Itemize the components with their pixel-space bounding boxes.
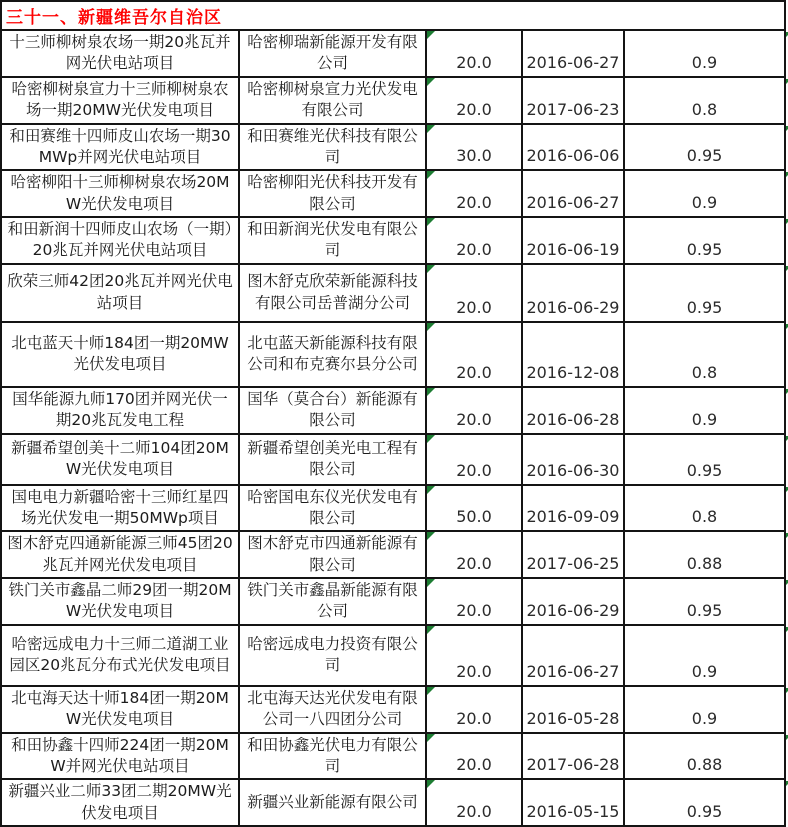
project-cell[interactable]: 国电电力新疆哈密十三师红星四场光伏发电一期50MWp项目 [1, 485, 239, 532]
capacity-value: 20.0 [456, 755, 492, 775]
capacity-cell[interactable] [426, 733, 522, 780]
capacity-value: 20.0 [456, 193, 492, 212]
table-row [1, 733, 785, 780]
price-cell[interactable] [624, 387, 785, 434]
capacity-value: 20.0 [456, 362, 492, 382]
date-value: 2016-09-09 [526, 507, 620, 527]
capacity-cell[interactable] [426, 322, 522, 387]
capacity-cell[interactable] [426, 124, 522, 171]
date-cell[interactable] [522, 387, 624, 434]
price-value: 0.9 [691, 193, 718, 212]
date-cell[interactable] [522, 217, 624, 264]
capacity-cell[interactable] [426, 578, 522, 625]
project-cell[interactable]: 和田赛维十四师皮山农场一期30MWp并网光伏电站项目 [1, 124, 239, 171]
capacity-cell[interactable] [426, 217, 522, 264]
error-corner-triangle-icon [427, 125, 435, 133]
project-cell[interactable]: 图木舒克四通新能源三师45团20兆瓦并网光伏发电项目 [1, 531, 239, 578]
error-corner-triangle-icon [427, 31, 435, 39]
date-value: 2017-06-28 [526, 755, 620, 775]
date-cell[interactable] [522, 578, 624, 625]
date-cell[interactable] [522, 733, 624, 780]
company-cell[interactable]: 新疆希望创美光电工程有限公司 [239, 434, 426, 485]
capacity-value: 20.0 [456, 99, 492, 119]
capacity-cell[interactable] [426, 30, 522, 77]
capacity-cell[interactable] [426, 387, 522, 434]
price-cell[interactable] [624, 779, 785, 826]
error-corner-triangle-icon [427, 687, 435, 695]
price-value: 0.95 [686, 460, 723, 480]
date-value: 2016-06-30 [526, 460, 620, 480]
company-cell[interactable]: 北屯蓝天新能源科技有限公司和布克赛尔县分公司 [239, 322, 426, 387]
capacity-value: 20.0 [456, 600, 492, 620]
error-corner-triangle-icon [427, 780, 435, 788]
error-corner-triangle-icon [427, 486, 435, 494]
error-corner-triangle-icon [427, 435, 435, 443]
price-value: 0.8 [691, 507, 718, 527]
table-row [1, 217, 785, 264]
price-value: 0.88 [686, 554, 723, 573]
company-cell[interactable]: 铁门关市鑫晶新能源有限公司 [239, 578, 426, 625]
capacity-cell[interactable] [426, 434, 522, 485]
date-value: 2016-06-29 [526, 600, 620, 620]
capacity-value: 20.0 [456, 460, 492, 480]
table-row [1, 387, 785, 434]
price-cell[interactable] [624, 434, 785, 485]
capacity-value: 20.0 [456, 409, 492, 429]
table-row [1, 30, 785, 77]
capacity-value: 50.0 [456, 507, 492, 527]
project-cell[interactable]: 欣荣三师42团20兆瓦并网光伏电站项目 [1, 264, 239, 322]
price-cell[interactable] [624, 264, 785, 322]
company-cell[interactable]: 哈密柳树泉宣力光伏发电有限公司 [239, 77, 426, 124]
date-value: 2016-06-29 [526, 297, 620, 317]
company-cell[interactable]: 哈密远成电力投资有限公司 [239, 625, 426, 686]
capacity-cell[interactable] [426, 531, 522, 578]
company-cell[interactable]: 和田新润光伏发电有限公司 [239, 217, 426, 264]
table-row [1, 578, 785, 625]
error-corner-triangle-icon [427, 218, 435, 226]
error-corner-triangle-icon [427, 171, 435, 179]
company-cell[interactable]: 国华（莫合台）新能源有限公司 [239, 387, 426, 434]
price-cell[interactable] [624, 485, 785, 532]
date-cell[interactable] [522, 485, 624, 532]
table-row [1, 485, 785, 532]
capacity-cell[interactable] [426, 170, 522, 217]
date-cell[interactable] [522, 322, 624, 387]
date-cell[interactable] [522, 625, 624, 686]
error-corner-triangle-icon [427, 532, 435, 540]
date-cell[interactable] [522, 264, 624, 322]
capacity-cell[interactable] [426, 686, 522, 733]
price-cell[interactable] [624, 30, 785, 77]
capacity-value: 20.0 [456, 802, 492, 821]
table-row [1, 322, 785, 387]
capacity-value: 20.0 [456, 554, 492, 573]
price-value: 0.95 [686, 297, 723, 317]
date-cell[interactable] [522, 686, 624, 733]
price-cell[interactable] [624, 77, 785, 124]
price-value: 0.95 [686, 802, 723, 821]
date-value: 2016-05-15 [526, 802, 620, 821]
date-cell[interactable] [522, 170, 624, 217]
price-value: 0.8 [691, 99, 718, 119]
capacity-value: 20.0 [456, 708, 492, 728]
date-cell[interactable] [522, 124, 624, 171]
price-value: 0.9 [691, 661, 718, 681]
price-cell[interactable] [624, 686, 785, 733]
project-cell[interactable]: 新疆希望创美十二师104团20MW光伏发电项目 [1, 434, 239, 485]
price-value: 0.95 [686, 146, 723, 166]
project-cell[interactable]: 北屯海天达十师184团一期20MW光伏发电项目 [1, 686, 239, 733]
price-cell[interactable] [624, 124, 785, 171]
date-cell[interactable] [522, 779, 624, 826]
price-cell[interactable] [624, 625, 785, 686]
capacity-cell[interactable] [426, 77, 522, 124]
capacity-value: 20.0 [456, 239, 492, 259]
date-cell[interactable] [522, 434, 624, 485]
table-row [1, 434, 785, 485]
error-corner-triangle-icon [427, 78, 435, 86]
company-cell[interactable]: 图木舒克市四通新能源有限公司 [239, 531, 426, 578]
table-row [1, 625, 785, 686]
project-cell[interactable]: 北屯蓝天十师184团一期20MW光伏发电项目 [1, 322, 239, 387]
date-value: 2016-06-27 [526, 193, 620, 212]
error-corner-triangle-icon [427, 734, 435, 742]
date-value: 2016-12-08 [526, 362, 620, 382]
date-value: 2017-06-23 [526, 99, 620, 119]
company-cell[interactable]: 哈密国电东仪光伏发电有限公司 [239, 485, 426, 532]
price-cell[interactable] [624, 531, 785, 578]
error-corner-triangle-icon [427, 323, 435, 331]
price-value: 0.9 [691, 52, 718, 72]
date-cell[interactable] [522, 30, 624, 77]
capacity-cell[interactable] [426, 485, 522, 532]
project-cell[interactable]: 十三师柳树泉农场一期20兆瓦并网光伏电站项目 [1, 30, 239, 77]
section-title-row [1, 1, 785, 30]
table-row [1, 686, 785, 733]
price-value: 0.9 [691, 409, 718, 429]
project-cell[interactable]: 和田新润十四师皮山农场（一期）20兆瓦并网光伏电站项目 [1, 217, 239, 264]
capacity-cell[interactable] [426, 779, 522, 826]
date-cell[interactable] [522, 531, 624, 578]
capacity-value: 20.0 [456, 661, 492, 681]
date-value: 2016-06-28 [526, 409, 620, 429]
capacity-cell[interactable] [426, 264, 522, 322]
project-cell[interactable]: 哈密柳树泉宣力十三师柳树泉农场一期20MW光伏发电项目 [1, 77, 239, 124]
price-value: 0.8 [691, 362, 718, 382]
date-value: 2016-06-27 [526, 52, 620, 72]
price-cell[interactable] [624, 170, 785, 217]
price-value: 0.95 [686, 600, 723, 620]
error-corner-triangle-icon [427, 626, 435, 634]
project-cell[interactable]: 铁门关市鑫晶二师29团一期20MW光伏发电项目 [1, 578, 239, 625]
project-cell[interactable]: 国华能源九师170团并网光伏一期20兆瓦发电工程 [1, 387, 239, 434]
table-row [1, 531, 785, 578]
error-corner-triangle-icon [427, 579, 435, 587]
company-cell[interactable]: 和田协鑫光伏电力有限公司 [239, 733, 426, 780]
error-corner-triangle-icon [427, 265, 435, 273]
date-value: 2017-06-25 [526, 554, 620, 573]
price-value: 0.88 [686, 755, 723, 775]
company-cell[interactable]: 哈密柳瑞新能源开发有限公司 [239, 30, 426, 77]
table-row [1, 77, 785, 124]
date-value: 2016-06-19 [526, 239, 620, 259]
capacity-value: 30.0 [456, 146, 492, 166]
date-value: 2016-06-27 [526, 661, 620, 681]
table-row [1, 264, 785, 322]
company-cell[interactable]: 新疆兴业新能源有限公司 [239, 779, 426, 826]
company-cell[interactable]: 北屯海天达光伏发电有限公司一八四团分公司 [239, 686, 426, 733]
table-row [1, 170, 785, 217]
project-cell[interactable]: 和田协鑫十四师224团一期20MW并网光伏电站项目 [1, 733, 239, 780]
price-cell[interactable] [624, 217, 785, 264]
section-title: 三十一、新疆维吾尔自治区 [1, 1, 785, 30]
company-cell[interactable]: 图木舒克欣荣新能源科技有限公司岳普湖分公司 [239, 264, 426, 322]
project-cell[interactable]: 新疆兴业二师33团二期20MW光伏发电项目 [1, 779, 239, 826]
price-value: 0.9 [691, 708, 718, 728]
company-cell[interactable]: 哈密柳阳光伏科技开发有限公司 [239, 170, 426, 217]
project-cell[interactable]: 哈密柳阳十三师柳树泉农场20MW光伏发电项目 [1, 170, 239, 217]
capacity-value: 20.0 [456, 297, 492, 317]
date-value: 2016-06-06 [526, 146, 620, 166]
project-cell[interactable]: 哈密远成电力十三师二道湖工业园区20兆瓦分布式光伏发电项目 [1, 625, 239, 686]
price-cell[interactable] [624, 578, 785, 625]
error-corner-triangle-icon [427, 388, 435, 396]
company-cell[interactable]: 和田赛维光伏科技有限公司 [239, 124, 426, 171]
table-row [1, 124, 785, 171]
capacity-value: 20.0 [456, 52, 492, 72]
price-cell[interactable] [624, 322, 785, 387]
date-cell[interactable] [522, 77, 624, 124]
date-value: 2016-05-28 [526, 708, 620, 728]
price-cell[interactable] [624, 733, 785, 780]
price-value: 0.95 [686, 239, 723, 259]
capacity-cell[interactable] [426, 625, 522, 686]
table-row [1, 779, 785, 826]
